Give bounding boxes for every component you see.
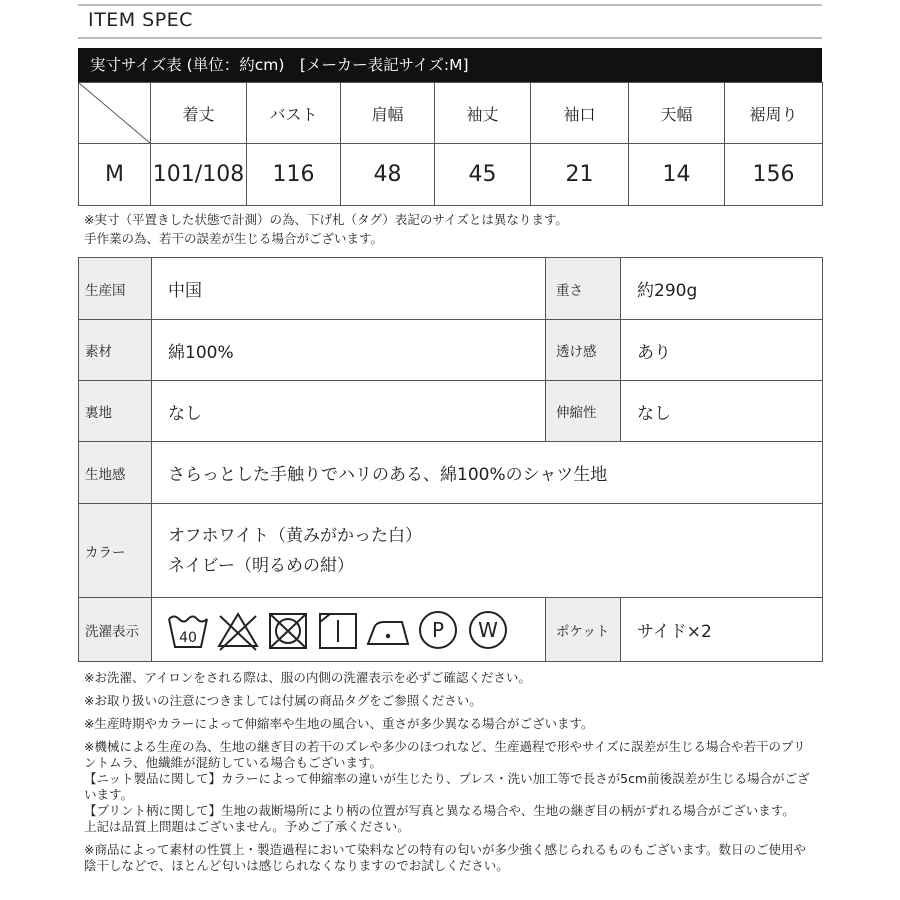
- note-line: ※お洗濯、アイロンをされる際は、服の内側の洗濯表示を必ずご確認ください。: [84, 670, 531, 685]
- column-header: バスト: [247, 83, 341, 144]
- column-header: 袖口: [531, 83, 629, 144]
- section-title: ITEM SPEC: [88, 9, 193, 31]
- table-row: [79, 144, 823, 206]
- svg-text:P: P: [431, 617, 445, 642]
- wet-clean-w-icon: [466, 608, 510, 652]
- size-table-header-row: [79, 83, 823, 144]
- sheer-label: 透け感: [546, 320, 621, 381]
- note-line: 手作業の為、若干の誤差が生じる場合がございます。: [84, 231, 384, 246]
- spec-row: [79, 320, 823, 381]
- pocket-label: ポケット: [546, 598, 621, 662]
- no-bleach-icon: [216, 608, 260, 652]
- color-values: [152, 504, 823, 598]
- size-label: M: [79, 144, 151, 206]
- material-value: 綿100%: [152, 320, 546, 381]
- size-table-caption: 実寸サイズ表 (単位：約cm) [メーカー表記サイズ:M]: [78, 48, 822, 82]
- dry-clean-p-icon: [416, 608, 460, 652]
- texture-value: さらっとした手触りでハリのある、綿100%のシャツ生地: [152, 442, 823, 504]
- weight-label: 重さ: [546, 258, 621, 320]
- footer-notes: [84, 670, 814, 874]
- corner-cell: [79, 83, 151, 144]
- note-line: 上記は品質上問題はございません。予めご了承ください。: [84, 819, 410, 834]
- no-tumble-dry-icon: [266, 608, 310, 652]
- column-header: 袖丈: [435, 83, 531, 144]
- line-dry-icon: [316, 608, 360, 652]
- table-cell: 48: [341, 144, 435, 206]
- note-line: 【プリント柄に関して】生地の裁断場所により柄の位置が写真と異なる場合や、生地の継ぎ目の柄がずれる場合がございます。: [84, 803, 795, 818]
- table-cell: 21: [531, 144, 629, 206]
- care-icons: [152, 598, 546, 662]
- wash-40-icon: [166, 608, 210, 652]
- svg-text:W: W: [478, 617, 498, 642]
- column-header: 裾周り: [725, 83, 823, 144]
- svg-text:40: 40: [179, 629, 197, 646]
- column-header: 天幅: [629, 83, 725, 144]
- stretch-value: なし: [621, 381, 823, 442]
- origin-label: 生産国: [79, 258, 152, 320]
- note-line: ※お取り扱いの注意につきましては付属の商品タグをご参照ください。: [84, 693, 482, 708]
- note-line: ※機械による生産の為、生地の継ぎ目の若干のズレや多少のほつれなど、生産過程で形やサイズに誤差が生じる場合や若干のプリントムラ、他繊維が混紡している場合もございます。: [84, 739, 806, 770]
- texture-label: 生地感: [79, 442, 152, 504]
- color-label: カラー: [79, 504, 152, 598]
- lining-label: 裏地: [79, 381, 152, 442]
- top-rule: [78, 4, 822, 6]
- column-header: 着丈: [151, 83, 247, 144]
- iron-low-icon: [366, 608, 410, 652]
- color-option: ネイビー（明るめの紺）: [168, 555, 354, 576]
- pocket-value: サイド×2: [621, 598, 823, 662]
- table-cell: 101/108: [151, 144, 247, 206]
- spec-row: [79, 504, 823, 598]
- care-label: 洗濯表示: [79, 598, 152, 662]
- stretch-label: 伸縮性: [546, 381, 621, 442]
- note-line: 【ニット製品に関して】カラーによって伸縮率の違いが生じたり、プレス・洗い加工等で長さが5cm前後誤差が生じる場合がございます。: [84, 771, 810, 802]
- spec-row: [79, 258, 823, 320]
- spec-row: [79, 442, 823, 504]
- note-line: ※実寸（平置きした状態で計測）の為、下げ札（タグ）表記のサイズとは異なります。: [84, 212, 568, 227]
- spec-table: [78, 257, 823, 662]
- table-cell: 156: [725, 144, 823, 206]
- table-cell: 45: [435, 144, 531, 206]
- column-header: 肩幅: [341, 83, 435, 144]
- size-notes: [84, 210, 568, 248]
- note-line: ※生産時期やカラーによって伸縮率や生地の風合い、重さが多少異なる場合がございます。: [84, 716, 594, 731]
- material-label: 素材: [79, 320, 152, 381]
- spec-row: [79, 381, 823, 442]
- weight-value: 約290g: [621, 258, 823, 320]
- origin-value: 中国: [152, 258, 546, 320]
- size-table: [78, 82, 823, 206]
- title-underline: [78, 37, 822, 39]
- table-cell: 14: [629, 144, 725, 206]
- note-line: ※商品によって素材の性質上・製造過程において染料などの特有の匂いが多少強く感じられるものもございます。数日のご使用や陰干しなどで、ほとんど匂いは感じられなくなりますのでお試しください。: [84, 842, 806, 873]
- table-cell: 116: [247, 144, 341, 206]
- sheer-value: あり: [621, 320, 823, 381]
- spec-row: [79, 598, 823, 662]
- color-option: オフホワイト（黄みがかった白）: [168, 525, 422, 546]
- lining-value: なし: [152, 381, 546, 442]
